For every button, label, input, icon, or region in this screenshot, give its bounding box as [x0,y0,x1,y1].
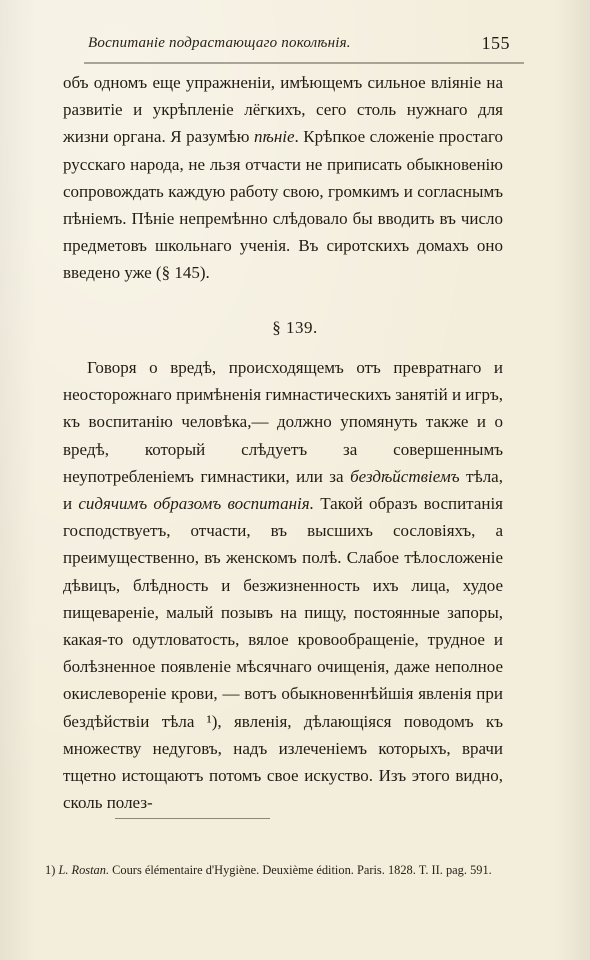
paragraph-2-text-a: Говоря о вредѣ, происходящемъ отъ превратнаго и неосторожнаго примѣненія гимнастическихъ занятій и игръ, къ воспитанію человѣка,— должно упомянуть также и о вредѣ, который слѣдуетъ за совершеннымъ неупотребленіемъ гимнастики, или за [63,358,503,486]
footnote [45,858,505,882]
paragraph-2-text-c: Такой образъ воспитанія господствуетъ, отчасти, въ высшихъ сословіяхъ, а преимущественно, въ женскомъ полѣ. Слабое тѣлосложеніе дѣвицъ, блѣдность и безжизненность ихъ лица, худое пищевареніе, малый позывъ на пищу, постоянные запоры, какая-то одутловатость, вялое кровообращеніе, трудное и болѣзненное появленіе мѣсячнаго очищенія, даже неполное окислевореніе крови, — вотъ обыкновеннѣйшія явленія при бездѣйствіи тѣла ¹), явленія, дѣлающіяся поводомъ къ множеству недуговъ, надъ излеченіемъ которыхъ, врачи тщетно истощаютъ потомъ свое искуство. Изъ этого видно, сколь полез- [63,494,504,813]
paragraph-1-emphasis: пѣніе [253,127,295,147]
footnote-author: L. Rostan. [58,863,110,877]
paragraph-2-text-b: тѣла, и [63,466,503,514]
paragraph-1-text-a: объ одномъ еще упражненіи, имѣющемъ сильное вліяніе на развитіе и укрѣпленіе лёгкихъ, сего столь нужнаго для жизни органа. Я разумѣю [63,73,503,147]
paragraph-1 [63,69,503,287]
paragraph-2 [63,354,503,816]
header-rule [84,62,524,64]
page-header [88,33,528,59]
footnote-marker: 1) [45,863,56,877]
paragraph-2-emphasis-1: бездѣйствіемъ [350,466,460,486]
running-title: Воспитаніе подрастающаго поколѣнія. [88,35,351,51]
footnote-text: Cours élémentaire d'Hygiène. Deuxième édition. Paris. 1828. T. II. pag. 591. [112,863,492,877]
footnote-rule [115,818,270,819]
section-heading: § 139. [272,318,318,337]
paragraph-1-text-b: . Крѣпкое сложеніе простаго русскаго народа, не льзя отчасти не приписать обыкновенію сопровождать каждую работу свою, громкимъ и согласнымъ пѣніемъ. Пѣніе непремѣнно слѣдовало бы вводить въ число предметовъ школьнаго ученія. Въ сиротскихъ домахъ оно введено уже (§ 145). [63,127,504,283]
page-number: 155 [481,33,510,53]
paragraph-2-emphasis-2: сидячимъ образомъ воспитанія. [78,494,314,514]
